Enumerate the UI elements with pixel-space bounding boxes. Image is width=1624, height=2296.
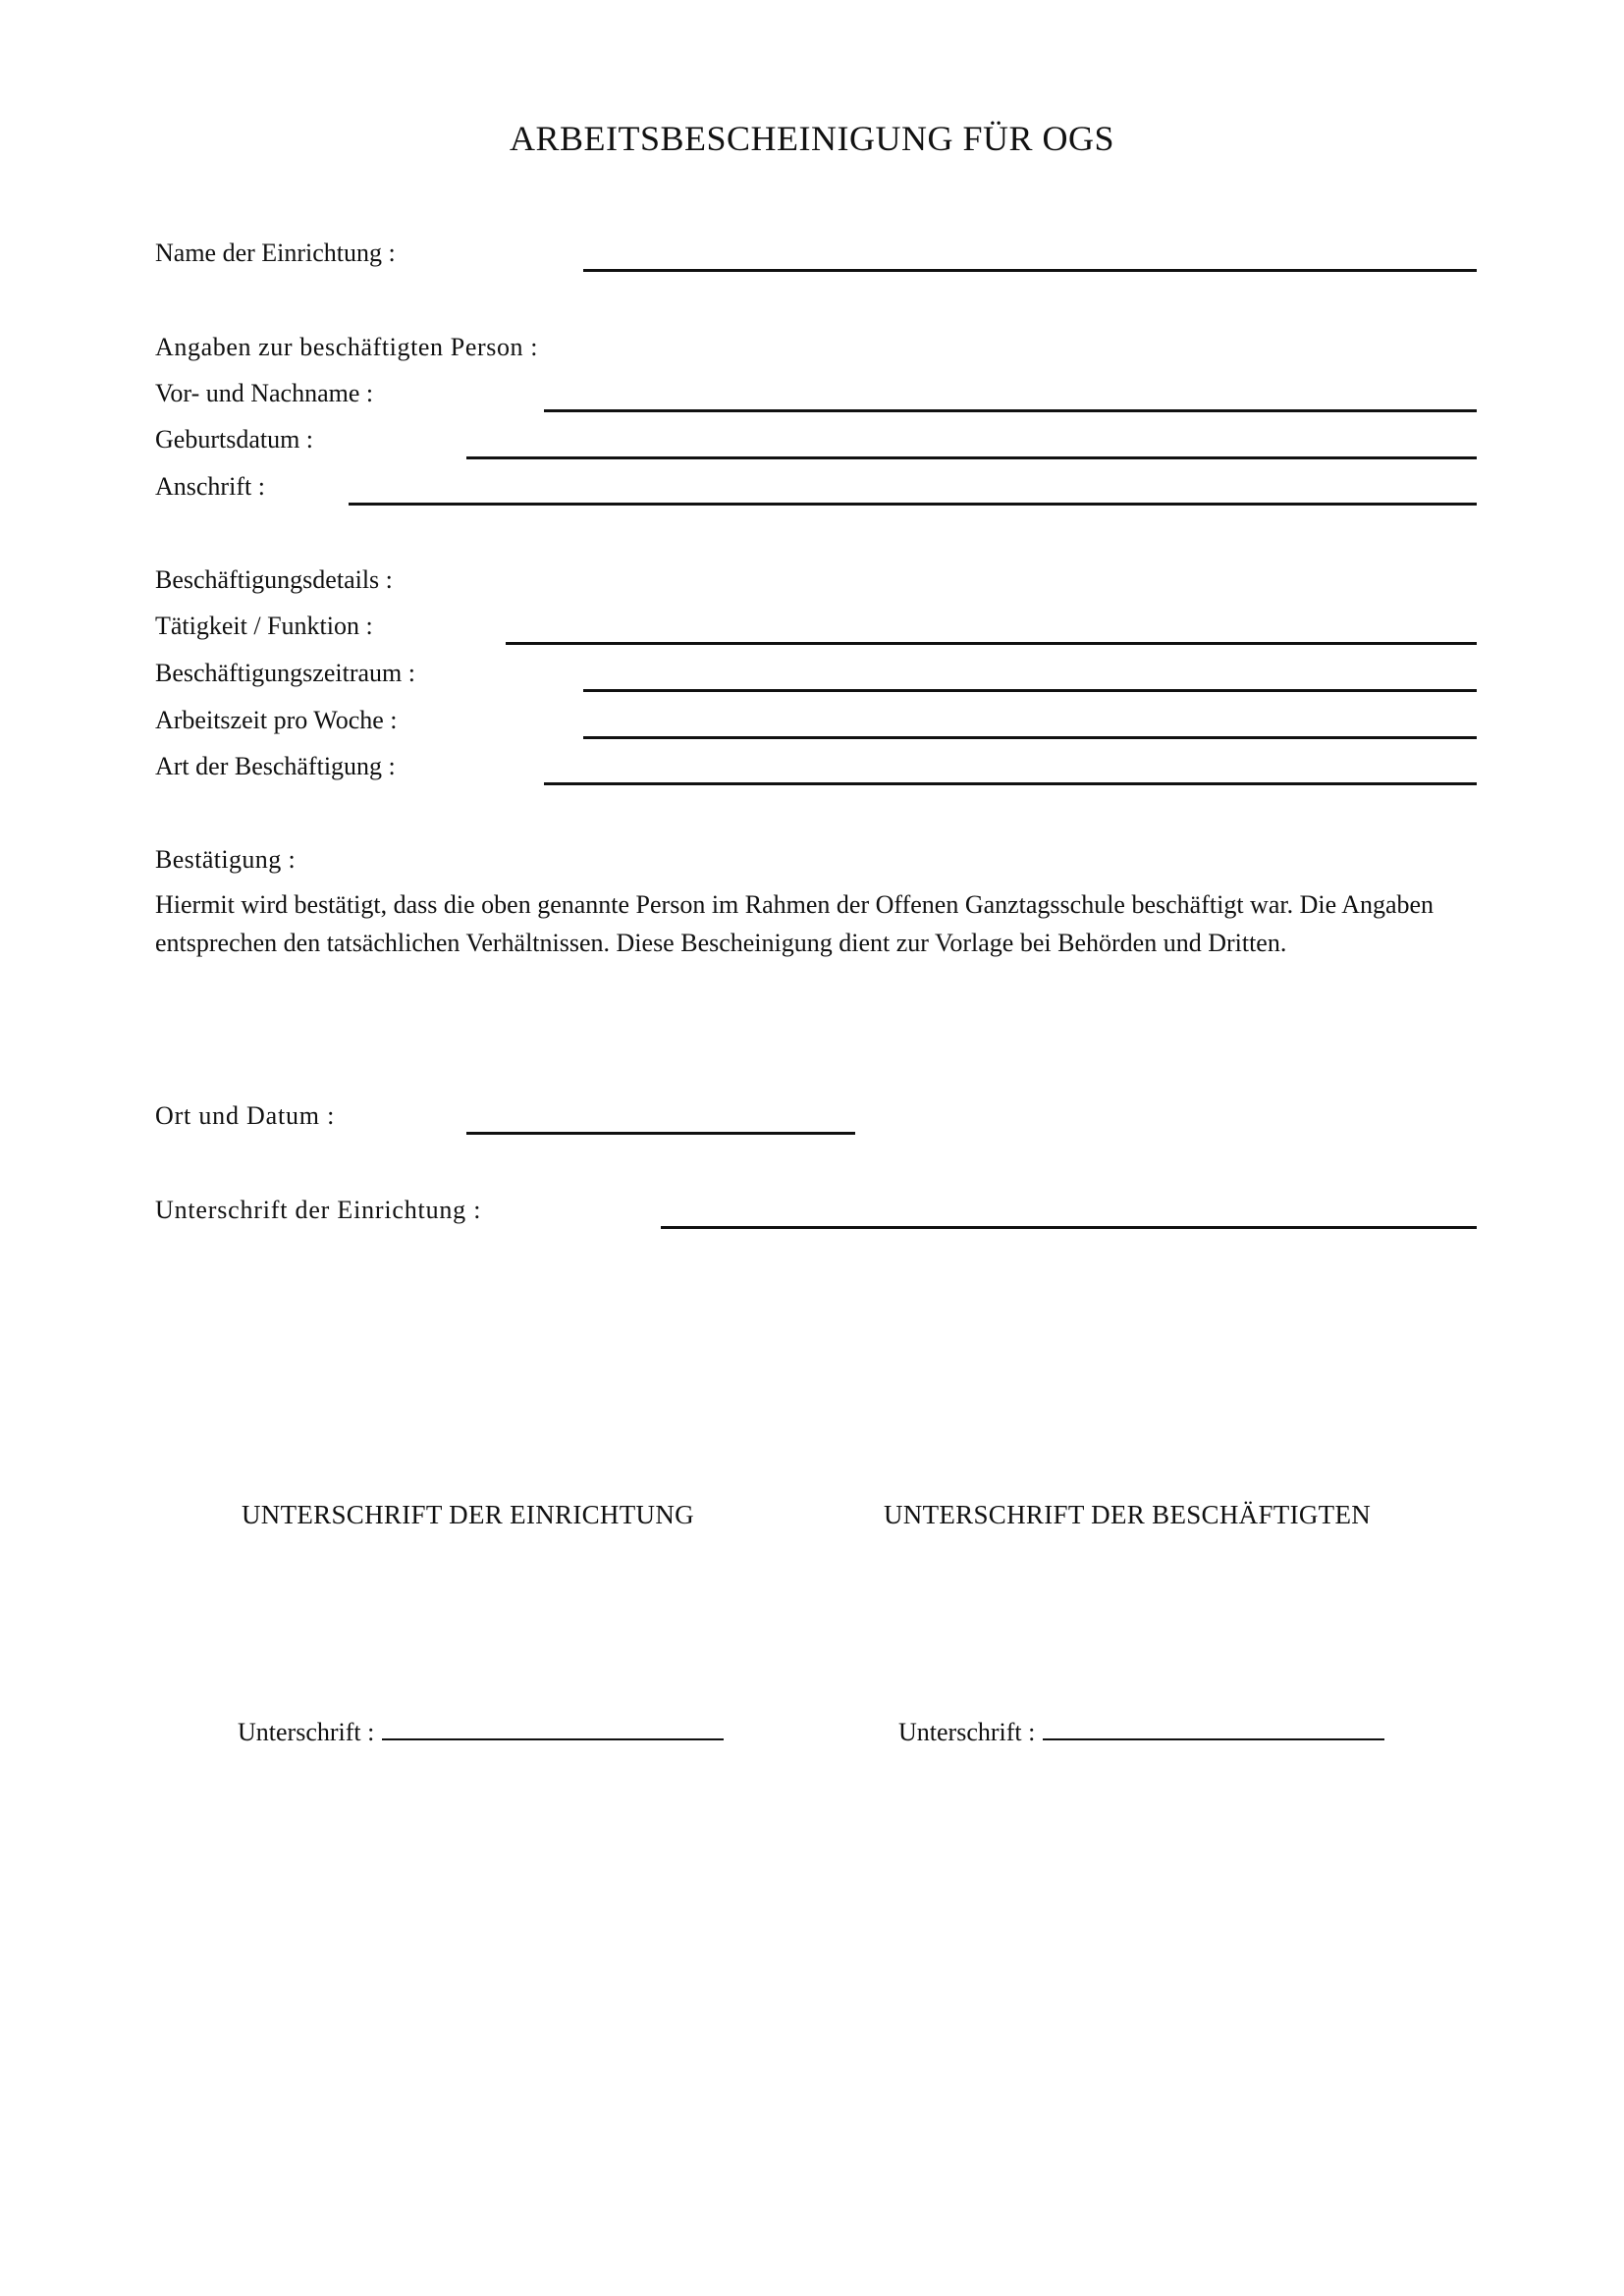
employee-signature-row-label: Unterschrift : xyxy=(898,1718,1036,1746)
institution-name-field[interactable] xyxy=(583,269,1477,272)
hours-label: Arbeitszeit pro Woche : xyxy=(155,706,398,734)
address-label: Anschrift : xyxy=(155,472,265,501)
address-field[interactable] xyxy=(349,503,1477,506)
person-name-label: Vor- und Nachname : xyxy=(155,379,374,407)
person-name-field[interactable] xyxy=(544,409,1477,412)
employee-signature-blank[interactable] xyxy=(1043,1719,1384,1740)
institution-signature-heading: UNTERSCHRIFT DER EINRICHTUNG xyxy=(242,1500,694,1529)
hours-field[interactable] xyxy=(583,736,1477,739)
document-title: ARBEITSBESCHEINIGUNG FÜR OGS xyxy=(509,119,1115,158)
confirmation-section-label: Bestätigung : xyxy=(155,845,297,874)
institution-signature-row-label: Unterschrift : xyxy=(238,1718,375,1746)
function-label: Tätigkeit / Funktion : xyxy=(155,612,373,640)
place-date-field[interactable] xyxy=(466,1132,855,1135)
employee-signature-row xyxy=(898,1718,1384,1747)
period-label: Beschäftigungszeitraum : xyxy=(155,659,415,687)
institution-signature-blank[interactable] xyxy=(382,1719,724,1740)
employment-type-label: Art der Beschäftigung : xyxy=(155,752,396,780)
period-field[interactable] xyxy=(583,689,1477,692)
institution-signature-row xyxy=(238,1718,724,1747)
institution-name-label: Name der Einrichtung : xyxy=(155,239,396,267)
employment-section-label: Beschäftigungsdetails : xyxy=(155,565,393,594)
place-date-label: Ort und Datum : xyxy=(155,1101,336,1130)
employment-type-field[interactable] xyxy=(544,782,1477,785)
confirmation-text: Hiermit wird bestätigt, dass die oben genannte Person im Rahmen der Offenen Ganztagsschule beschäftigt war. Die Angaben entsprechen den tatsächlichen Verhältnissen. Diese Bescheinigung dient zur Vorlage bei Behörden und Dritten. xyxy=(155,890,1435,957)
institution-signature-field[interactable] xyxy=(661,1226,1477,1229)
function-field[interactable] xyxy=(506,642,1477,645)
institution-signature-label: Unterschrift der Einrichtung : xyxy=(155,1196,482,1224)
birthdate-label: Geburtsdatum : xyxy=(155,425,314,454)
birthdate-field[interactable] xyxy=(466,456,1477,459)
employee-signature-heading: UNTERSCHRIFT DER BESCHÄFTIGTEN xyxy=(884,1500,1372,1529)
person-section-label: Angaben zur beschäftigten Person : xyxy=(155,333,539,361)
